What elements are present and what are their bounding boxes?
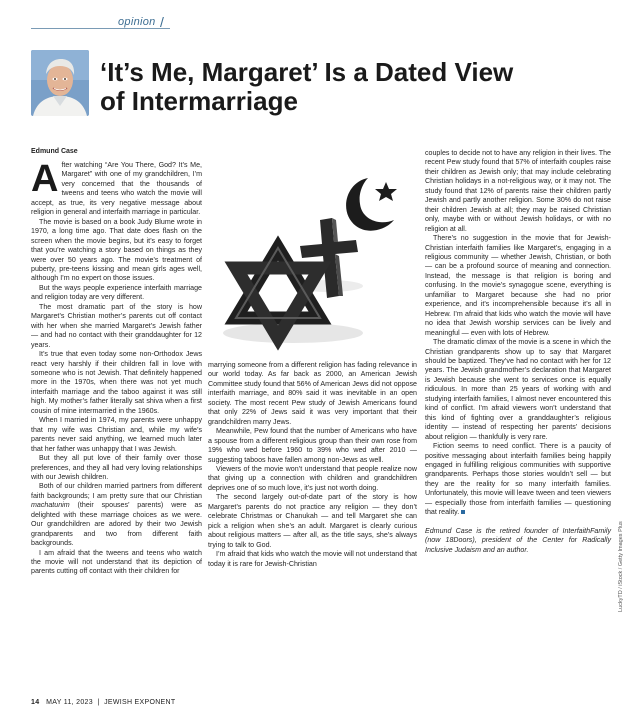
lead-paragraph [31,158,202,218]
paragraph: There’s no suggestion in the movie that for Jewish-Christian interfaith families like Margaret’s, engaging in a religious community — whether Jewish, Christian, or both — can be a profound source of meaning and connection. Instead, the message is that religion is boring and confusing. In the movie’s synagogue scene, everything is unfamiliar to Margaret because she had no prior experience, and it’s incomprehensible because it’s all in Hebrew. I’m afraid that kids who watch the movie will have no idea that Jewish worship services can be lively and meaningful — even with lots of Hebrew. [425,234,611,337]
lead-paragraph-text: fter watching “Are You There, God? It’s Me, Margaret” with one of my grandchildren, I’m very concerned that the thousands of tweens and teens who watch the movie will accept, as true, its very negative message about religion in general and interfaith marriage in particular. [31,161,202,217]
paragraph: But the ways people experience interfaith marriage and religion today are very different. [31,283,202,302]
author-photo [31,50,89,116]
headline-line-2: of Intermarriage [100,86,298,116]
crescent-star-icon [346,178,397,231]
paragraph: The movie is based on a book Judy Blume wrote in 1970, a long time ago. That date does flash on the screen when the movie begins, but it’s easy to forget that you’re watching a story based on things as they were over 50 years ago. The movie’s treatment of puberty, pre-teens kissing and mean girls ages well, although I’m no expert on those issues. [31,217,202,283]
paragraph: marrying someone from a different religion has fading relevance in our world today. As far back as 2000, an American Jewish Committee study found that 56% of American Jews did not oppose interfaith marriage, and 80% said it was inevitable in an open society. The most recent Pew study of Jewish Americans found that only 22% of Jews said it was very important that their grandchildren marry Jews. [208,361,417,426]
paragraph-text: (their spouses’ parents) were as delighted with these marriage choices as we were. Our grandchildren are adored by their two Jewish grandparents and two from different faith backgrounds. [31,501,202,548]
paragraph: When I married in 1974, my parents were unhappy that my wife was Christian and, while my wife’s parents never said anything, we learned much later that her father was unhappy that I was Jewish. [31,416,202,453]
author-portrait-icon [31,50,89,116]
religious-symbols-illustration [208,168,422,353]
paragraph: But they all put love of their family over those preferences, and they all had very loving relationships with our Jewish children. [31,454,202,481]
byline: Edmund Case [31,148,78,155]
paragraph: Meanwhile, Pew found that the number of Americans who have a spouse from a different religious group than their own rose from 19% who wed before 1960 to 39% who wed after 2010 — suggesting taboos have fallen among non-Jews as well. [208,427,417,464]
paragraph: I am afraid that the tweens and teens who watch the movie will not understand that its depiction of parents cutting off contact with their children for [31,548,202,576]
publication-name: JEWISH EXPONENT [104,699,176,706]
page-footer [31,699,175,706]
paragraph: couples to decide not to have any religion in their lives. The recent Pew study found that 57% of interfaith couples raise their children as Jewish only; that may include celebrating Christian holidays in a not-religious way, or it may not. The study found that 12% of parents raise their children partly Jewish and partly another religion. Some 30% do not raise their children Jewish at all; they may be raised Christian only, maybe with or without Jewish holidays, or with no religion at all. [425,149,611,233]
section-slash: / [160,14,164,30]
page-number: 14 [31,699,40,706]
article-column-1 [31,158,202,577]
headline-line-1: ‘It’s Me, Margaret’ Is a Dated View [100,57,514,87]
issue-date: MAY 11, 2023 [46,699,93,706]
article-column-3 [425,149,611,555]
paragraph: The dramatic climax of the movie is a scene in which the Christian grandparents show up to say that Margaret should be baptized. They’ve had no contact with her for 12 years. The Jewish grandmother’s declaration that Margaret is Jewish because she went to services once is equally ridiculous. In more than 25 years of working with and studying interfaith families, I almost never encountered this kind of conflict. I’m afraid viewers won’t understand that this kind of fighting over a granddaughter’s religious identity — instead of respecting her parents’ decisions about religion — thankfully is very rare. [425,338,611,441]
article-column-2 [208,361,417,569]
paragraph: I’m afraid that kids who watch the movie will not understand that today it is rare for Jewish-Christian [208,550,417,568]
paragraph: Viewers of the movie won’t understand that people realize now that giving up a connection with children and grandchildren deprives one of so much love, it’s just not worth doing. [208,464,417,492]
star-of-david-icon [236,248,320,338]
paragraph: It’s true that even today some non-Orthodox Jews react very harshly if their children fall in love with someone who is not Jewish. That definitely happened more in the 1970s, when there was not yet much interfaith marriage and the taboo against it was still high. My mother’s father literally sat shiva when a first cousin of mine intermarried in the 1960s. [31,350,202,415]
paragraph-text: Fiction seems to need conflict. There is a paucity of positive messaging about interfaith families being happily engaged in fulfilling religious communities with supportive grandparents. Perhaps those stories wouldn’t sell — but they are the reality for so many interfaith families. Unfortunately, this movie will leave tween and teen viewers — especially those from interfaith families — questioning that reality. [425,442,611,517]
section-rule [31,28,170,29]
section-label: opinion [118,16,156,28]
paragraph: The most dramatic part of the story is how Margaret’s Christian mother’s parents cut off contact with her when she married Margaret’s Jewish father — and had no contact with their granddaughter for 12 years. [31,302,202,349]
paragraph [425,442,611,518]
author-bio: Edmund Case is the retired founder of InterfaithFamily (now 18Doors), president of the Center for Radically Inclusive Judaism and an author. [425,526,611,554]
photo-credit: LuckyTD / iStock / Getty Images Plus [618,521,624,612]
headline [100,58,620,116]
footer-separator: | [97,699,100,706]
drop-cap: A [31,158,59,200]
paragraph: The second largely out-of-date part of the story is how Margaret’s parents do not practice any religion — they don’t celebrate Christmas or Chanukah — and tell Margaret she can pick a religion when she’s an adult. Margaret is clearly curious about religious matters — after all, as the title says, she’s always trying to talk to God. [208,493,417,549]
paragraph [31,482,202,548]
end-mark-icon [461,510,465,514]
italic-term: machatunim [31,501,70,510]
paragraph-text: Both of our children married partners from different faith backgrounds; I am pretty sure that our Christian [31,482,202,500]
